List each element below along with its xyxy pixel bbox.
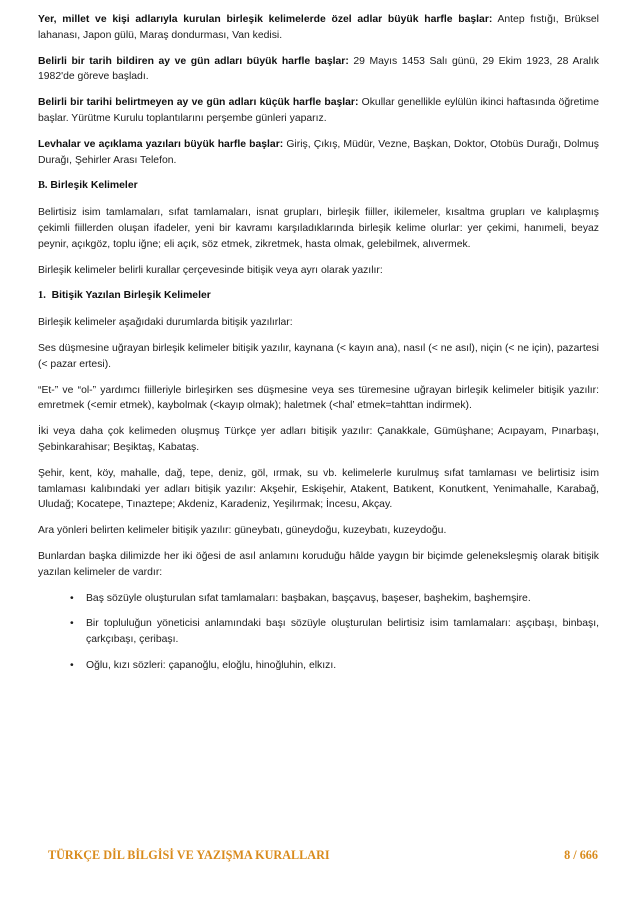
body-paragraph: Ara yönleri belirten kelimeler bitişik yazılır: güneybatı, güneydoğu, kuzeybatı, kuzeydoğu. (38, 525, 447, 537)
body-paragraph: Ses düşmesine uğrayan birleşik kelimeler bitişik yazılır, kaynana (< kayın ana), nasıl (< ne asıl), niçin (< ne için), pazartesi (< pazar ertesi). (38, 342, 599, 370)
body-paragraph: İki veya daha çok kelimeden oluşmuş Türkçe yer adları bitişik yazılır: Çanakkale, Gümüşhane; Acıpayam, Pınarbaşı, Şebinkarahisar; Beşiktaş, Kabataş. (38, 426, 599, 453)
list-item: • Oğlu, kızı sözleri: çapanoğlu, eloğlu, hinoğluhin, elkızı. (70, 658, 599, 674)
body-paragraph: Bunlardan başka dilimizde her iki öğesi de asıl anlamını koruduğu hâlde yaygın bir biçimde geleneksleşmiş olarak bitişik yazılan kelimeler de vardır: (38, 550, 599, 578)
bullet-list (38, 591, 599, 674)
body-paragraph: Şehir, kent, köy, mahalle, dağ, tepe, deniz, göl, ırmak, su vb. kelimelerle kurulmuş sıfat tamlaması ve belirtisiz isim tamlaması kalıbındaki yer adları bitişik yazılır: Akşehir, Eskişehir, Atakent, Batıkent, Konutkent, Yenimahalle, Karabağ, Uludağ; Kocatepe, Tınaztepe; Akdeniz, Karadeniz, Yeşilırmak; İncesu, Akçay. (38, 467, 599, 511)
body-paragraph: Birleşik kelimeler belirli kurallar çerçevesinde bitişik veya ayrı olarak yazılır: (38, 264, 383, 276)
footer-title: TÜRKÇE DİL BİLGİSİ VE YAZIŞMA KURALLARI (48, 848, 330, 862)
rule-paragraph: Belirli bir tarihi belirtmeyen ay ve gün adları küçük harfle başlar: Okullar genellikle eylülün ikinci haftasında öğretime başlar. Yürütme Kurulu toplantılarını perşembe günleri yaparız. (38, 97, 599, 124)
bullet-icon: • (70, 659, 74, 671)
bullet-icon: • (70, 618, 74, 630)
subsection-heading: 1. Bitişik Yazılan Birleşik Kelimeler (38, 290, 211, 302)
rule-paragraph: Belirli bir tarih bildiren ay ve gün adları büyük harfle başlar: 29 Mayıs 1453 Salı günü, 29 Ekim 1923, 28 Aralık 1982'de göreve başladı. (38, 55, 600, 83)
rule-paragraph: Levhalar ve açıklama yazıları büyük harfle başlar: Giriş, Çıkış, Müdür, Vezne, Başkan, Doktor, Otobüs Durağı, Dolmuş Durağı, Şehirler Arası Telefon. (38, 138, 600, 166)
body-paragraph: “Et-” ve “ol-” yardımcı fiilleriyle birleşirken ses düşmesine veya ses türemesine uğrayan birleşik kelimeler bitişik yazılır: emretmek (<emir etmek), kaybolmak (<kayıp olmak); haletmek (<hal’ etmek=tahttan indirmek). (38, 384, 599, 412)
page-footer (48, 848, 598, 868)
list-item: • Baş sözüyle oluşturulan sıfat tamlamaları: başbakan, başçavuş, başeser, başhekim, başhemşire. (70, 591, 599, 607)
rule-paragraph: Yer, millet ve kişi adlarıyla kurulan birleşik kelimelerde özel adlar büyük harfle başlar: Antep fıstığı, Brüksel lahanası, Japon gülü, Maraş dondurması, Van kedisi. (38, 14, 599, 41)
document-body (38, 12, 599, 684)
page-number: 8 / 666 (564, 848, 598, 862)
bullet-icon: • (70, 592, 74, 604)
body-paragraph: Birleşik kelimeler aşağıdaki durumlarda bitişik yazılırlar: (38, 317, 293, 329)
list-item: • Bir topluluğun yöneticisi anlamındaki başı sözüyle oluşturulan belirtisiz isim tamlamaları: aşçıbaşı, binbaşı, çarkçıbaşı, çeribaşı. (70, 618, 599, 646)
body-paragraph: Belirtisiz isim tamlamaları, sıfat tamlamaları, isnat grupları, birleşik fiiller, ikilemeler, kısaltma grupları ve kalıplaşmış çekimli fiillerden oluşan ifadeler, yeni bir kavramı karşıladıklarında birleşik kelime olurlar: yer çekimi, hanımeli, beyaz peynir, açıkgöz, toplu iğne; eli açık, söz etmek, zikretmek, hasta olmak, gelebilmek, alıvermek. (38, 207, 599, 250)
section-heading: B. Birleşik Kelimeler (38, 180, 138, 192)
